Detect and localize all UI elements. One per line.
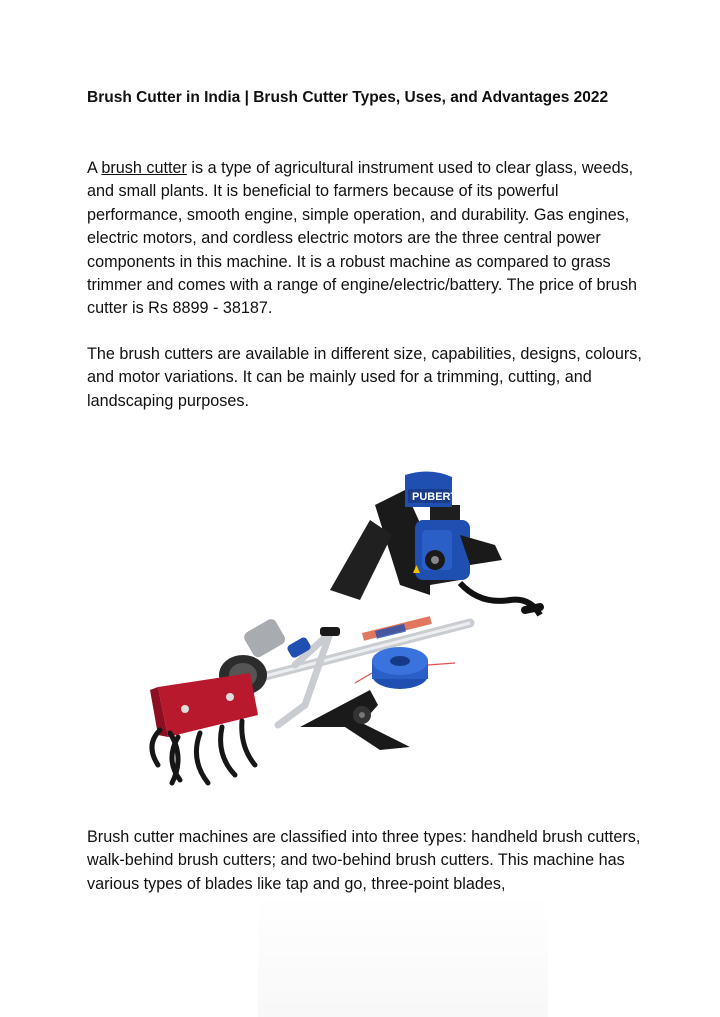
- brand-label: PUBERT: [412, 491, 458, 503]
- main-shaft: [250, 616, 470, 680]
- engine-block: [413, 520, 502, 580]
- engine-cover: [405, 471, 458, 507]
- types-paragraph: Brush cutter machines are classified into three types: handheld brush cutters, walk-behind brush cutters; and two-behind brush cutters. This machine has various types of blades like tap and go, three-point blades,: [87, 828, 641, 893]
- availability-paragraph: The brush cutters are available in different size, capabilities, designs, colours, and motor variations. It can be mainly used for a trimming, cutting, and landscaping purposes.: [87, 345, 642, 410]
- intro-text: is a type of agricultural instrument used to clear glass, weeds, and small plants. It is beneficial to farmers because of its powerful performance, smooth engine, simple operation, and durability. Gas engines, electric motors, and cordless electric motors are the three central power components in this machine. It is a robust machine as compared to grass trimmer and comes with a range of engine/electric/battery. The price of brush cutter is Rs 8899 - 38187.: [87, 159, 638, 318]
- tiller-attachment: [150, 673, 258, 783]
- page-bottom-shade: [258, 895, 548, 1017]
- three-point-blade: [300, 690, 410, 750]
- intro-paragraph: [87, 157, 647, 321]
- document-title: Brush Cutter in India | Brush Cutter Types, Uses, and Advantages 2022: [87, 89, 609, 106]
- brush-cutter-link[interactable]: brush cutter: [101, 159, 187, 177]
- intro-prefix: A: [87, 159, 102, 177]
- handle-bar: [278, 627, 340, 725]
- brush-cutter-product-image: [130, 465, 560, 805]
